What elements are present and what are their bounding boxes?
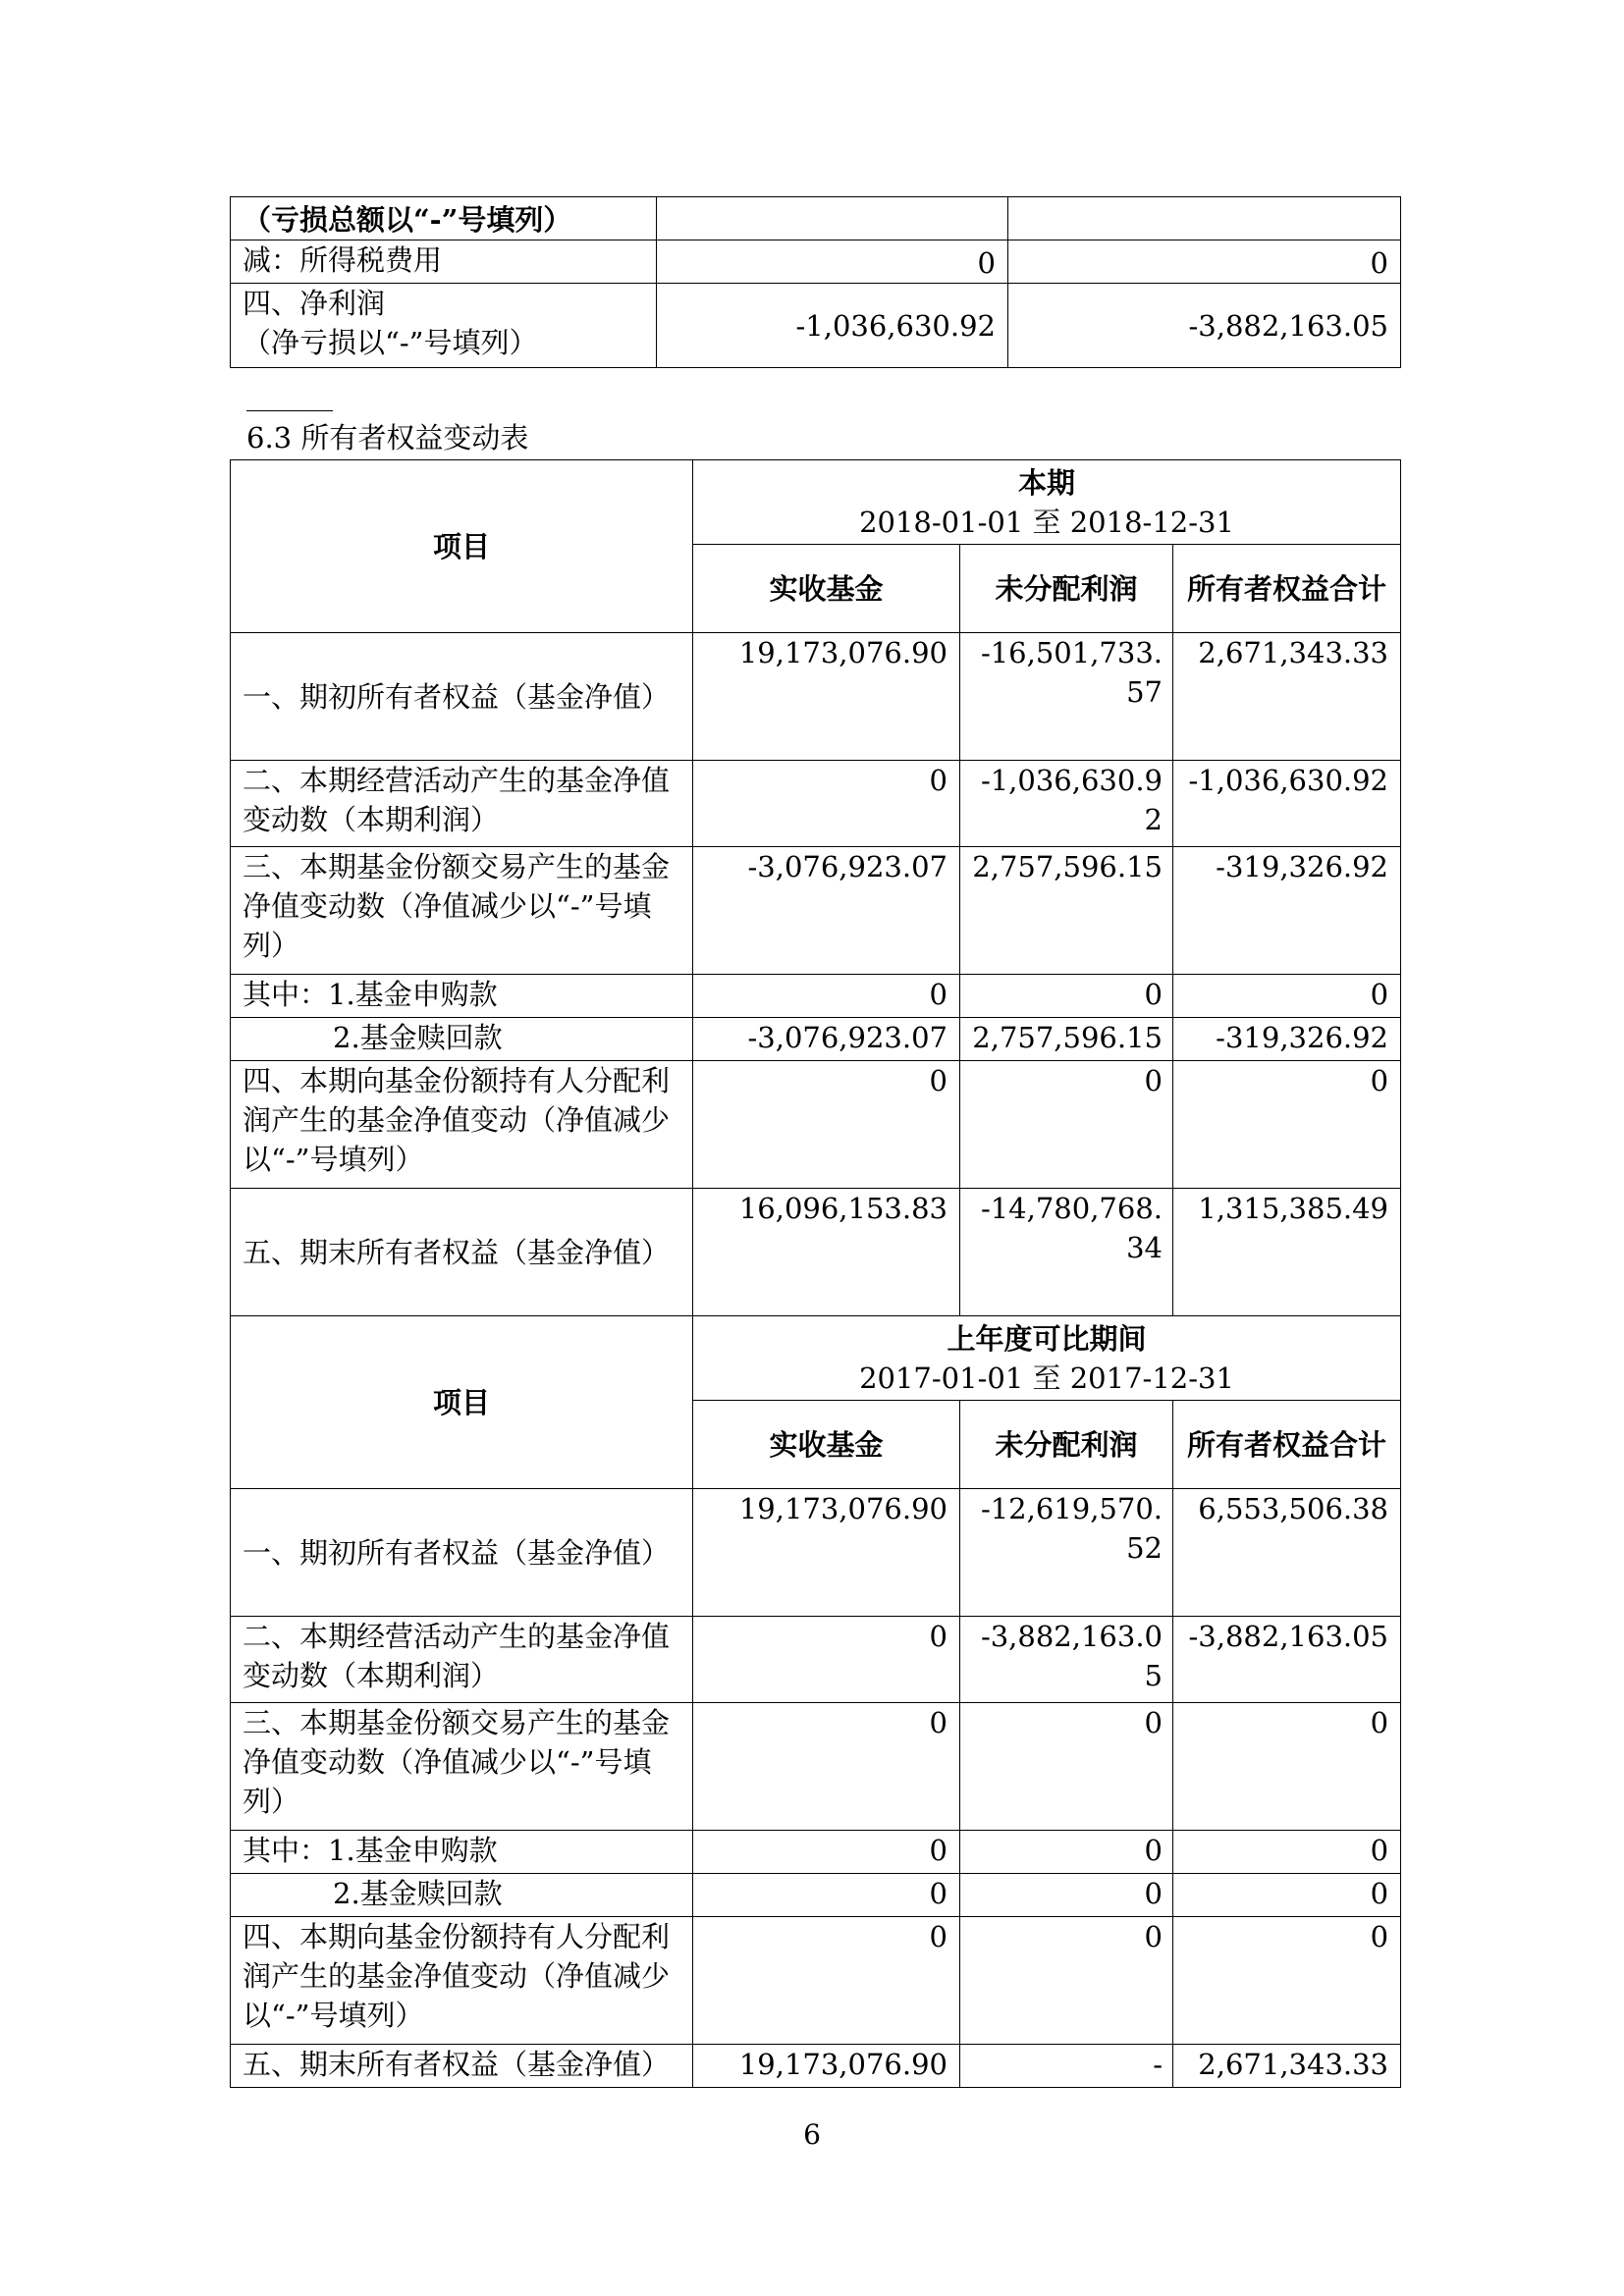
table-row: [231, 1874, 1401, 1917]
undistributed-value: 0: [960, 975, 1173, 1018]
table-row: [231, 284, 1401, 368]
undistributed-value: -: [960, 2045, 1173, 2088]
total-value: 2,671,343.33: [1173, 633, 1401, 761]
row-label: 其中：1.基金申购款: [231, 1831, 693, 1874]
row-label: 其中：1.基金申购款: [231, 975, 693, 1018]
col-header-undistributed: 未分配利润: [960, 1401, 1173, 1489]
period-header-row: [231, 1316, 1401, 1401]
footnote-rule: [246, 410, 333, 411]
paid-in-value: 0: [693, 761, 960, 847]
table-row: [231, 847, 1401, 975]
undistributed-value: 0: [960, 1874, 1173, 1917]
current-value: [657, 197, 1008, 240]
paid-in-value: 0: [693, 975, 960, 1018]
table-row: [231, 1703, 1401, 1831]
table-row: [231, 1917, 1401, 2045]
section-title: 6.3 所有者权益变动表: [246, 421, 529, 454]
undistributed-value: 0: [960, 1061, 1173, 1189]
period-range: 2018-01-01 至 2018-12-31: [859, 505, 1234, 539]
paid-in-value: 0: [693, 1617, 960, 1703]
table-row: [231, 1489, 1401, 1617]
table-row: [231, 1617, 1401, 1703]
col-header-total: 所有者权益合计: [1173, 1401, 1401, 1489]
equity-statement-table: [230, 459, 1401, 2088]
undistributed-value: 2,757,596.15: [960, 1018, 1173, 1061]
table-row: [231, 2045, 1401, 2088]
period-range: 2017-01-01 至 2017-12-31: [859, 1361, 1234, 1395]
undistributed-value: -1,036,630.92: [960, 761, 1173, 847]
row-label-line: 四、净利润: [243, 287, 386, 320]
row-label: 二、本期经营活动产生的基金净值变动数（本期利润）: [231, 1617, 693, 1703]
paid-in-value: 19,173,076.90: [693, 2045, 960, 2088]
paid-in-value: 0: [693, 1061, 960, 1189]
total-value: -3,882,163.05: [1173, 1617, 1401, 1703]
undistributed-value: -14,780,768.34: [960, 1189, 1173, 1316]
table-row: [231, 1189, 1401, 1316]
total-value: 2,671,343.33: [1173, 2045, 1401, 2088]
row-label-line: （净亏损以“-”号填列）: [243, 326, 538, 359]
item-header: 项目: [231, 460, 693, 633]
table-row: [231, 1061, 1401, 1189]
row-label: 三、本期基金份额交易产生的基金净值变动数（净值减少以“-”号填列）: [231, 847, 693, 975]
paid-in-value: -3,076,923.07: [693, 1018, 960, 1061]
current-value: 0: [657, 240, 1008, 284]
total-value: -1,036,630.92: [1173, 761, 1401, 847]
undistributed-value: 0: [960, 1831, 1173, 1874]
row-label: 2.基金赎回款: [231, 1018, 693, 1061]
table-row: [231, 240, 1401, 284]
total-value: -319,326.92: [1173, 1018, 1401, 1061]
table-row: [231, 1831, 1401, 1874]
period-title: [693, 1316, 1401, 1401]
prior-value: 0: [1008, 240, 1401, 284]
total-value: 0: [1173, 1703, 1401, 1831]
row-label: 五、期末所有者权益（基金净值）: [231, 1189, 693, 1316]
row-label: 一、期初所有者权益（基金净值）: [231, 1489, 693, 1617]
table-row: [231, 761, 1401, 847]
period-name: 本期: [1018, 465, 1076, 500]
undistributed-value: -3,882,163.05: [960, 1617, 1173, 1703]
item-header: 项目: [231, 1316, 693, 1489]
col-header-paid-in: 实收基金: [693, 1401, 960, 1489]
total-value: 1,315,385.49: [1173, 1189, 1401, 1316]
prior-value: [1008, 197, 1401, 240]
total-value: -319,326.92: [1173, 847, 1401, 975]
total-value: 0: [1173, 1831, 1401, 1874]
paid-in-value: 19,173,076.90: [693, 1489, 960, 1617]
period-title: [693, 460, 1401, 545]
col-header-paid-in: 实收基金: [693, 545, 960, 633]
total-value: 6,553,506.38: [1173, 1489, 1401, 1617]
row-label: （亏损总额以“-”号填列）: [231, 197, 657, 240]
undistributed-value: 0: [960, 1703, 1173, 1831]
row-label: 2.基金赎回款: [231, 1874, 693, 1917]
paid-in-value: 16,096,153.83: [693, 1189, 960, 1316]
paid-in-value: -3,076,923.07: [693, 847, 960, 975]
row-label: 一、期初所有者权益（基金净值）: [231, 633, 693, 761]
undistributed-value: -16,501,733.57: [960, 633, 1173, 761]
row-label: 二、本期经营活动产生的基金净值变动数（本期利润）: [231, 761, 693, 847]
total-value: 0: [1173, 1917, 1401, 2045]
table-row: [231, 197, 1401, 240]
paid-in-value: 0: [693, 1874, 960, 1917]
prior-value: -3,882,163.05: [1008, 284, 1401, 368]
col-header-total: 所有者权益合计: [1173, 545, 1401, 633]
table-row: [231, 975, 1401, 1018]
period-header-row: [231, 460, 1401, 545]
income-statement-table: [230, 196, 1401, 368]
table-row: [231, 633, 1401, 761]
table-row: [231, 1018, 1401, 1061]
col-header-undistributed: 未分配利润: [960, 545, 1173, 633]
total-value: 0: [1173, 975, 1401, 1018]
paid-in-value: 0: [693, 1831, 960, 1874]
page-number: 6: [803, 2118, 821, 2151]
paid-in-value: 19,173,076.90: [693, 633, 960, 761]
current-value: -1,036,630.92: [657, 284, 1008, 368]
row-label: [231, 284, 657, 368]
total-value: 0: [1173, 1061, 1401, 1189]
undistributed-value: -12,619,570.52: [960, 1489, 1173, 1617]
period-name: 上年度可比期间: [947, 1321, 1147, 1356]
paid-in-value: 0: [693, 1917, 960, 2045]
row-label: 三、本期基金份额交易产生的基金净值变动数（净值减少以“-”号填列）: [231, 1703, 693, 1831]
total-value: 0: [1173, 1874, 1401, 1917]
undistributed-value: 2,757,596.15: [960, 847, 1173, 975]
row-label: 五、期末所有者权益（基金净值）: [231, 2045, 693, 2088]
undistributed-value: 0: [960, 1917, 1173, 2045]
paid-in-value: 0: [693, 1703, 960, 1831]
row-label: 四、本期向基金份额持有人分配利润产生的基金净值变动（净值减少以“-”号填列）: [231, 1061, 693, 1189]
row-label: 减：所得税费用: [231, 240, 657, 284]
row-label: 四、本期向基金份额持有人分配利润产生的基金净值变动（净值减少以“-”号填列）: [231, 1917, 693, 2045]
